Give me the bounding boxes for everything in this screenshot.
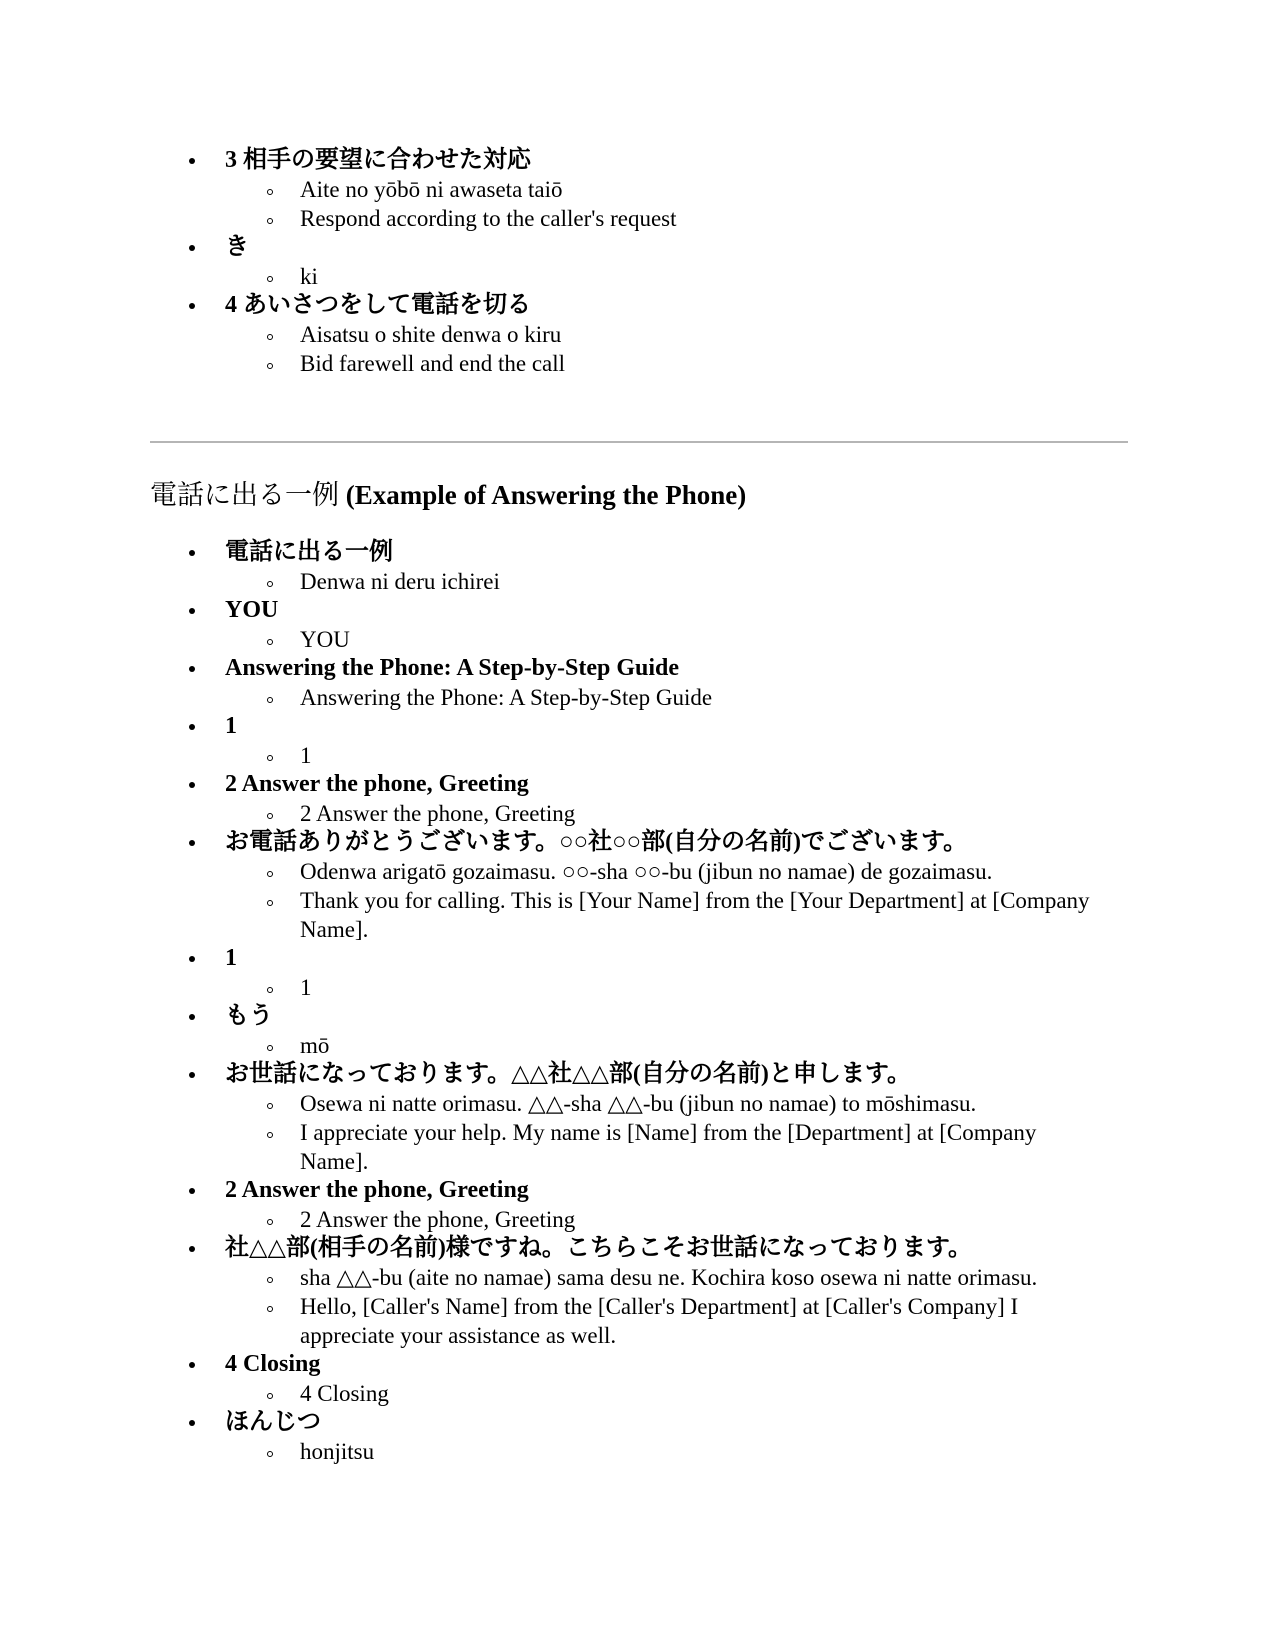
sub-list-item: Respond according to the caller's request bbox=[225, 204, 1110, 233]
top-list bbox=[150, 146, 1110, 378]
sub-list-item: Aisatsu o shite denwa o kiru bbox=[225, 320, 1110, 349]
list-item bbox=[150, 291, 1110, 378]
list-item-title: お電話ありがとうございます。○○社○○部(自分の名前)でございます。 bbox=[225, 829, 968, 855]
list-item-title: 4 Closing bbox=[225, 1351, 321, 1377]
sub-list bbox=[225, 175, 1110, 233]
list-item-title: 4 あいさつをして電話を切る bbox=[225, 292, 531, 318]
sub-list-item: sha △△-bu (aite no namae) sama desu ne. Kochira koso osewa ni natte orimasu. bbox=[225, 1263, 1110, 1292]
sub-list bbox=[225, 1379, 1110, 1408]
list-item-title: 電話に出る一例 bbox=[225, 539, 393, 565]
sub-list bbox=[225, 1089, 1110, 1176]
list-item bbox=[150, 1350, 1110, 1408]
sub-list bbox=[225, 683, 1110, 712]
list-item bbox=[150, 712, 1110, 770]
horizontal-divider bbox=[150, 441, 1128, 443]
section-heading-jp: 電話に出る一例 bbox=[150, 480, 339, 510]
section-heading bbox=[150, 478, 746, 512]
sub-list-item: YOU bbox=[225, 625, 1110, 654]
sub-list bbox=[225, 320, 1110, 378]
section-list bbox=[150, 538, 1110, 1466]
sub-list bbox=[225, 973, 1110, 1002]
sub-list-item: ki bbox=[225, 262, 1110, 291]
list-item-title: もう bbox=[225, 1003, 273, 1029]
sub-list bbox=[225, 1263, 1110, 1350]
list-item-title: YOU bbox=[225, 597, 279, 623]
sub-list-item: Bid farewell and end the call bbox=[225, 349, 1110, 378]
sub-list-item: I appreciate your help. My name is [Name] from the [Department] at [Company Name]. bbox=[225, 1118, 1110, 1176]
list-item bbox=[150, 1234, 1110, 1350]
list-item-title: お世話になっております。△△社△△部(自分の名前)と申します。 bbox=[225, 1061, 911, 1087]
list-item bbox=[150, 944, 1110, 1002]
sub-list-item: Osewa ni natte orimasu. △△-sha △△-bu (jibun no namae) to mōshimasu. bbox=[225, 1089, 1110, 1118]
sub-list bbox=[225, 567, 1110, 596]
list-item bbox=[150, 1176, 1110, 1234]
sub-list bbox=[225, 1437, 1110, 1466]
sub-list-item: Aite no yōbō ni awaseta taiō bbox=[225, 175, 1110, 204]
sub-list bbox=[225, 741, 1110, 770]
list-item bbox=[150, 1002, 1110, 1060]
sub-list-item: 1 bbox=[225, 973, 1110, 1002]
list-item-title: 1 bbox=[225, 713, 237, 739]
sub-list bbox=[225, 1205, 1110, 1234]
sub-list-item: 2 Answer the phone, Greeting bbox=[225, 799, 1110, 828]
sub-list bbox=[225, 857, 1110, 944]
sub-list bbox=[225, 1031, 1110, 1060]
list-item-title: 1 bbox=[225, 945, 237, 971]
list-item bbox=[150, 1408, 1110, 1466]
list-item-title: 2 Answer the phone, Greeting bbox=[225, 1177, 529, 1203]
sub-list-item: 1 bbox=[225, 741, 1110, 770]
sub-list-item: Thank you for calling. This is [Your Name] from the [Your Department] at [Company Name]. bbox=[225, 886, 1110, 944]
sub-list-item: Answering the Phone: A Step-by-Step Guide bbox=[225, 683, 1110, 712]
list-item bbox=[150, 654, 1110, 712]
list-item-title: 3 相手の要望に合わせた対応 bbox=[225, 147, 531, 173]
list-item bbox=[150, 146, 1110, 233]
list-item bbox=[150, 828, 1110, 944]
list-item-title: 社△△部(相手の名前)様ですね。こちらこそお世話になっております。 bbox=[225, 1235, 972, 1261]
sub-list bbox=[225, 625, 1110, 654]
list-item-title: 2 Answer the phone, Greeting bbox=[225, 771, 529, 797]
sub-list bbox=[225, 799, 1110, 828]
sub-list-item: Denwa ni deru ichirei bbox=[225, 567, 1110, 596]
list-item-title: ほんじつ bbox=[225, 1409, 321, 1435]
sub-list bbox=[225, 262, 1110, 291]
sub-list-item: Hello, [Caller's Name] from the [Caller's Department] at [Caller's Company] I appreciate your assistance as well. bbox=[225, 1292, 1110, 1350]
sub-list-item: Odenwa arigatō gozaimasu. ○○-sha ○○-bu (jibun no namae) de gozaimasu. bbox=[225, 857, 1110, 886]
list-item-title: き bbox=[225, 234, 249, 260]
list-item-title: Answering the Phone: A Step-by-Step Guide bbox=[225, 655, 680, 681]
sub-list-item: mō bbox=[225, 1031, 1110, 1060]
list-item bbox=[150, 538, 1110, 596]
section-heading-en: (Example of Answering the Phone) bbox=[339, 480, 747, 510]
list-item bbox=[150, 233, 1110, 291]
list-item bbox=[150, 770, 1110, 828]
list-item bbox=[150, 1060, 1110, 1176]
sub-list-item: honjitsu bbox=[225, 1437, 1110, 1466]
sub-list-item: 2 Answer the phone, Greeting bbox=[225, 1205, 1110, 1234]
list-item bbox=[150, 596, 1110, 654]
sub-list-item: 4 Closing bbox=[225, 1379, 1110, 1408]
